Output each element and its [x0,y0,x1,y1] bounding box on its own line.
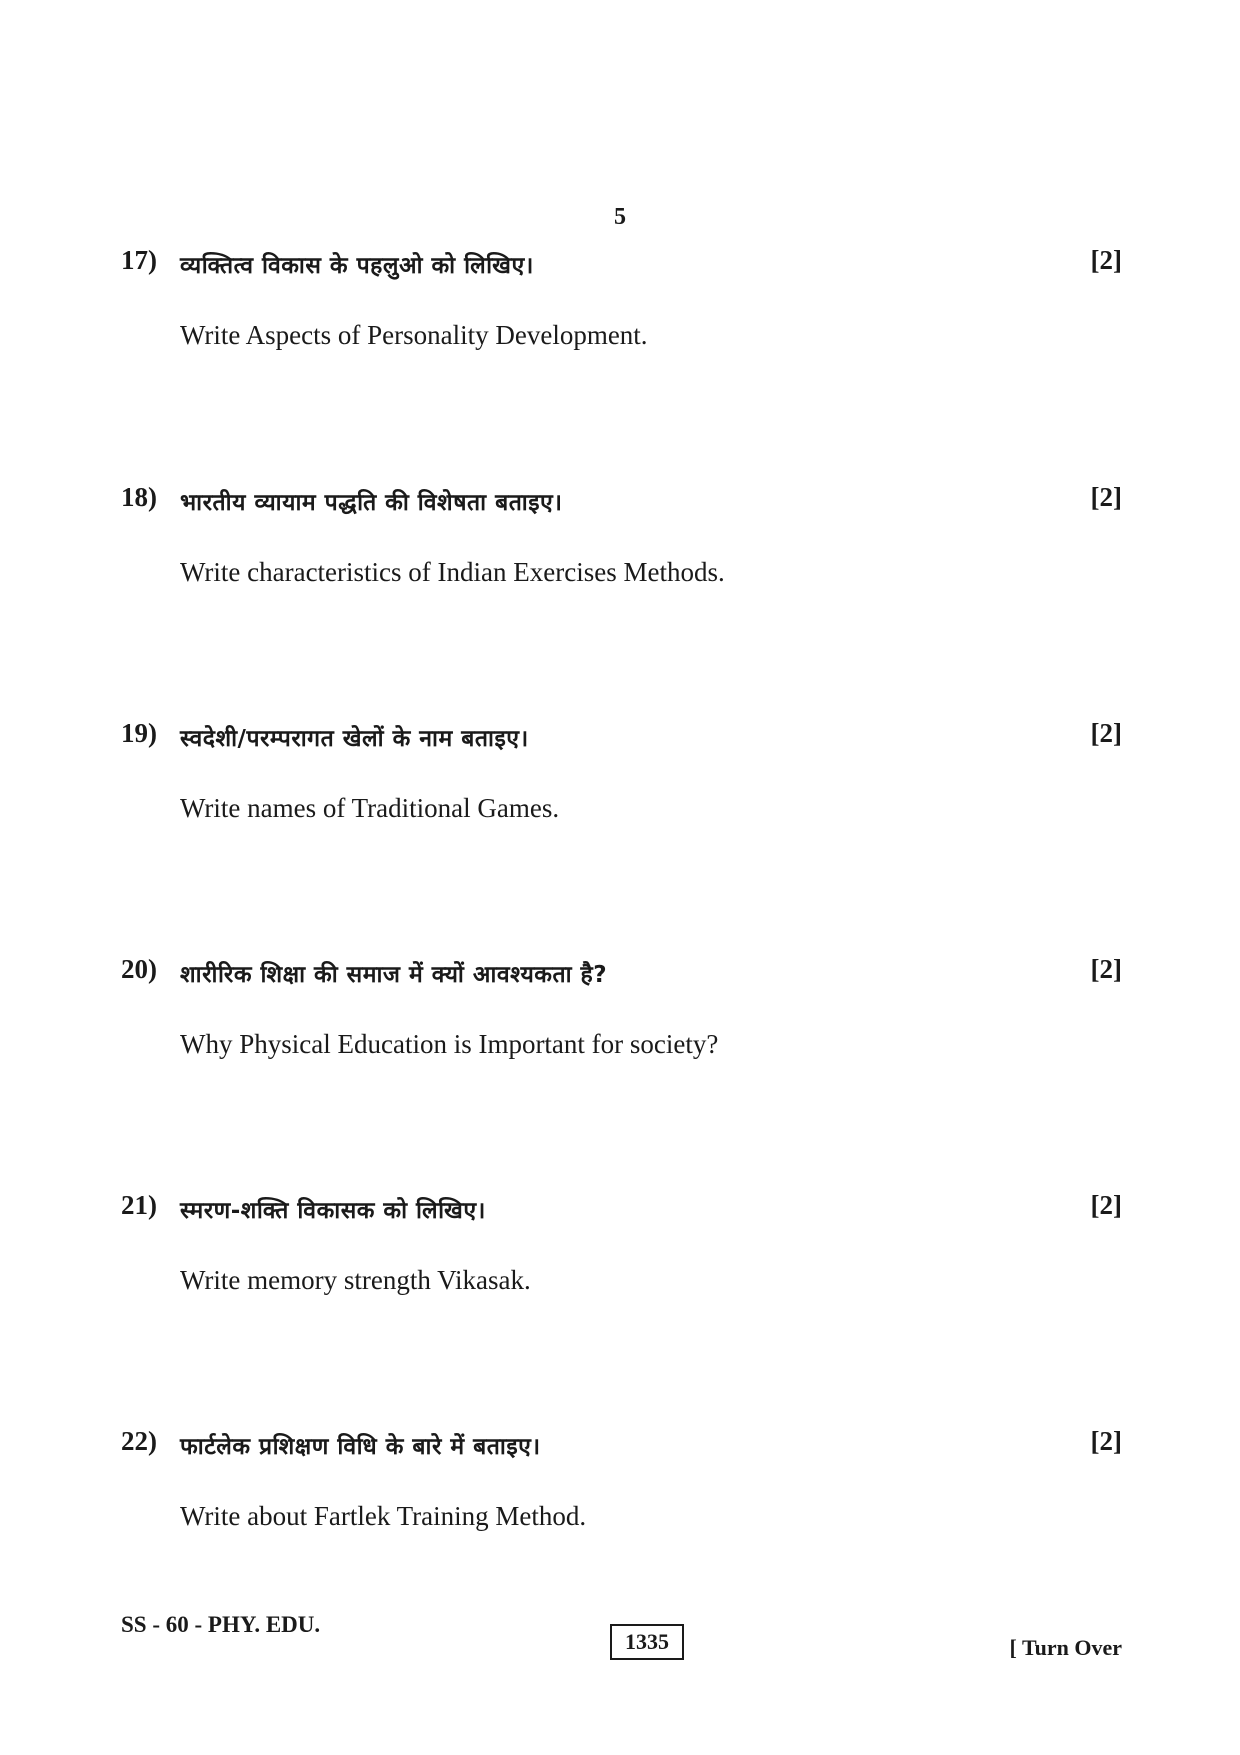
paper-code: SS - 60 - PHY. EDU. [121,1612,321,1637]
question-number: 21) [121,1190,157,1220]
question-text-hindi: स्वदेशी/परम्परागत खेलों के नाम बताइए। [180,726,529,752]
page-number: 5 [614,204,626,230]
question-number: 19) [121,718,157,748]
question-text-hindi: फार्टलेक प्रशिक्षण विधि के बारे में बताइए। [180,1434,541,1460]
question-text-english: Write memory strength Vikasak. [180,1265,531,1295]
question-marks: [2] [1090,482,1122,512]
question-text-english: Why Physical Education is Important for society? [180,1029,719,1059]
question-text-hindi: व्यक्तित्व विकास के पहलुओ को लिखिए। [180,253,534,279]
question-text-hindi: स्मरण-शक्ति विकासक को लिखिए। [180,1198,486,1224]
question-text-english: Write characteristics of Indian Exercises Methods. [180,557,725,587]
question-text-hindi: भारतीय व्यायाम पद्धति की विशेषता बताइए। [180,490,563,516]
question-18 [0,482,1240,622]
question-marks: [2] [1090,718,1122,748]
question-text-english: Write names of Traditional Games. [180,793,560,823]
question-21 [0,1190,1240,1330]
question-marks: [2] [1090,954,1122,984]
question-number: 17) [121,245,157,275]
question-number: 20) [121,954,157,984]
question-text-english: Write about Fartlek Training Method. [180,1501,587,1531]
question-text-hindi: शारीरिक शिक्षा की समाज में क्यों आवश्यकता है? [180,962,608,988]
paper-number-box: 1335 [610,1624,684,1660]
question-22 [0,1426,1240,1566]
question-number: 18) [121,482,157,512]
question-number: 22) [121,1426,157,1456]
question-17 [0,245,1240,385]
question-marks: [2] [1090,1190,1122,1220]
turn-over-note: [ Turn Over [1009,1635,1122,1660]
question-marks: [2] [1090,1426,1122,1456]
question-20 [0,954,1240,1094]
question-text-english: Write Aspects of Personality Development. [180,320,648,350]
question-marks: [2] [1090,245,1122,275]
question-19 [0,718,1240,858]
